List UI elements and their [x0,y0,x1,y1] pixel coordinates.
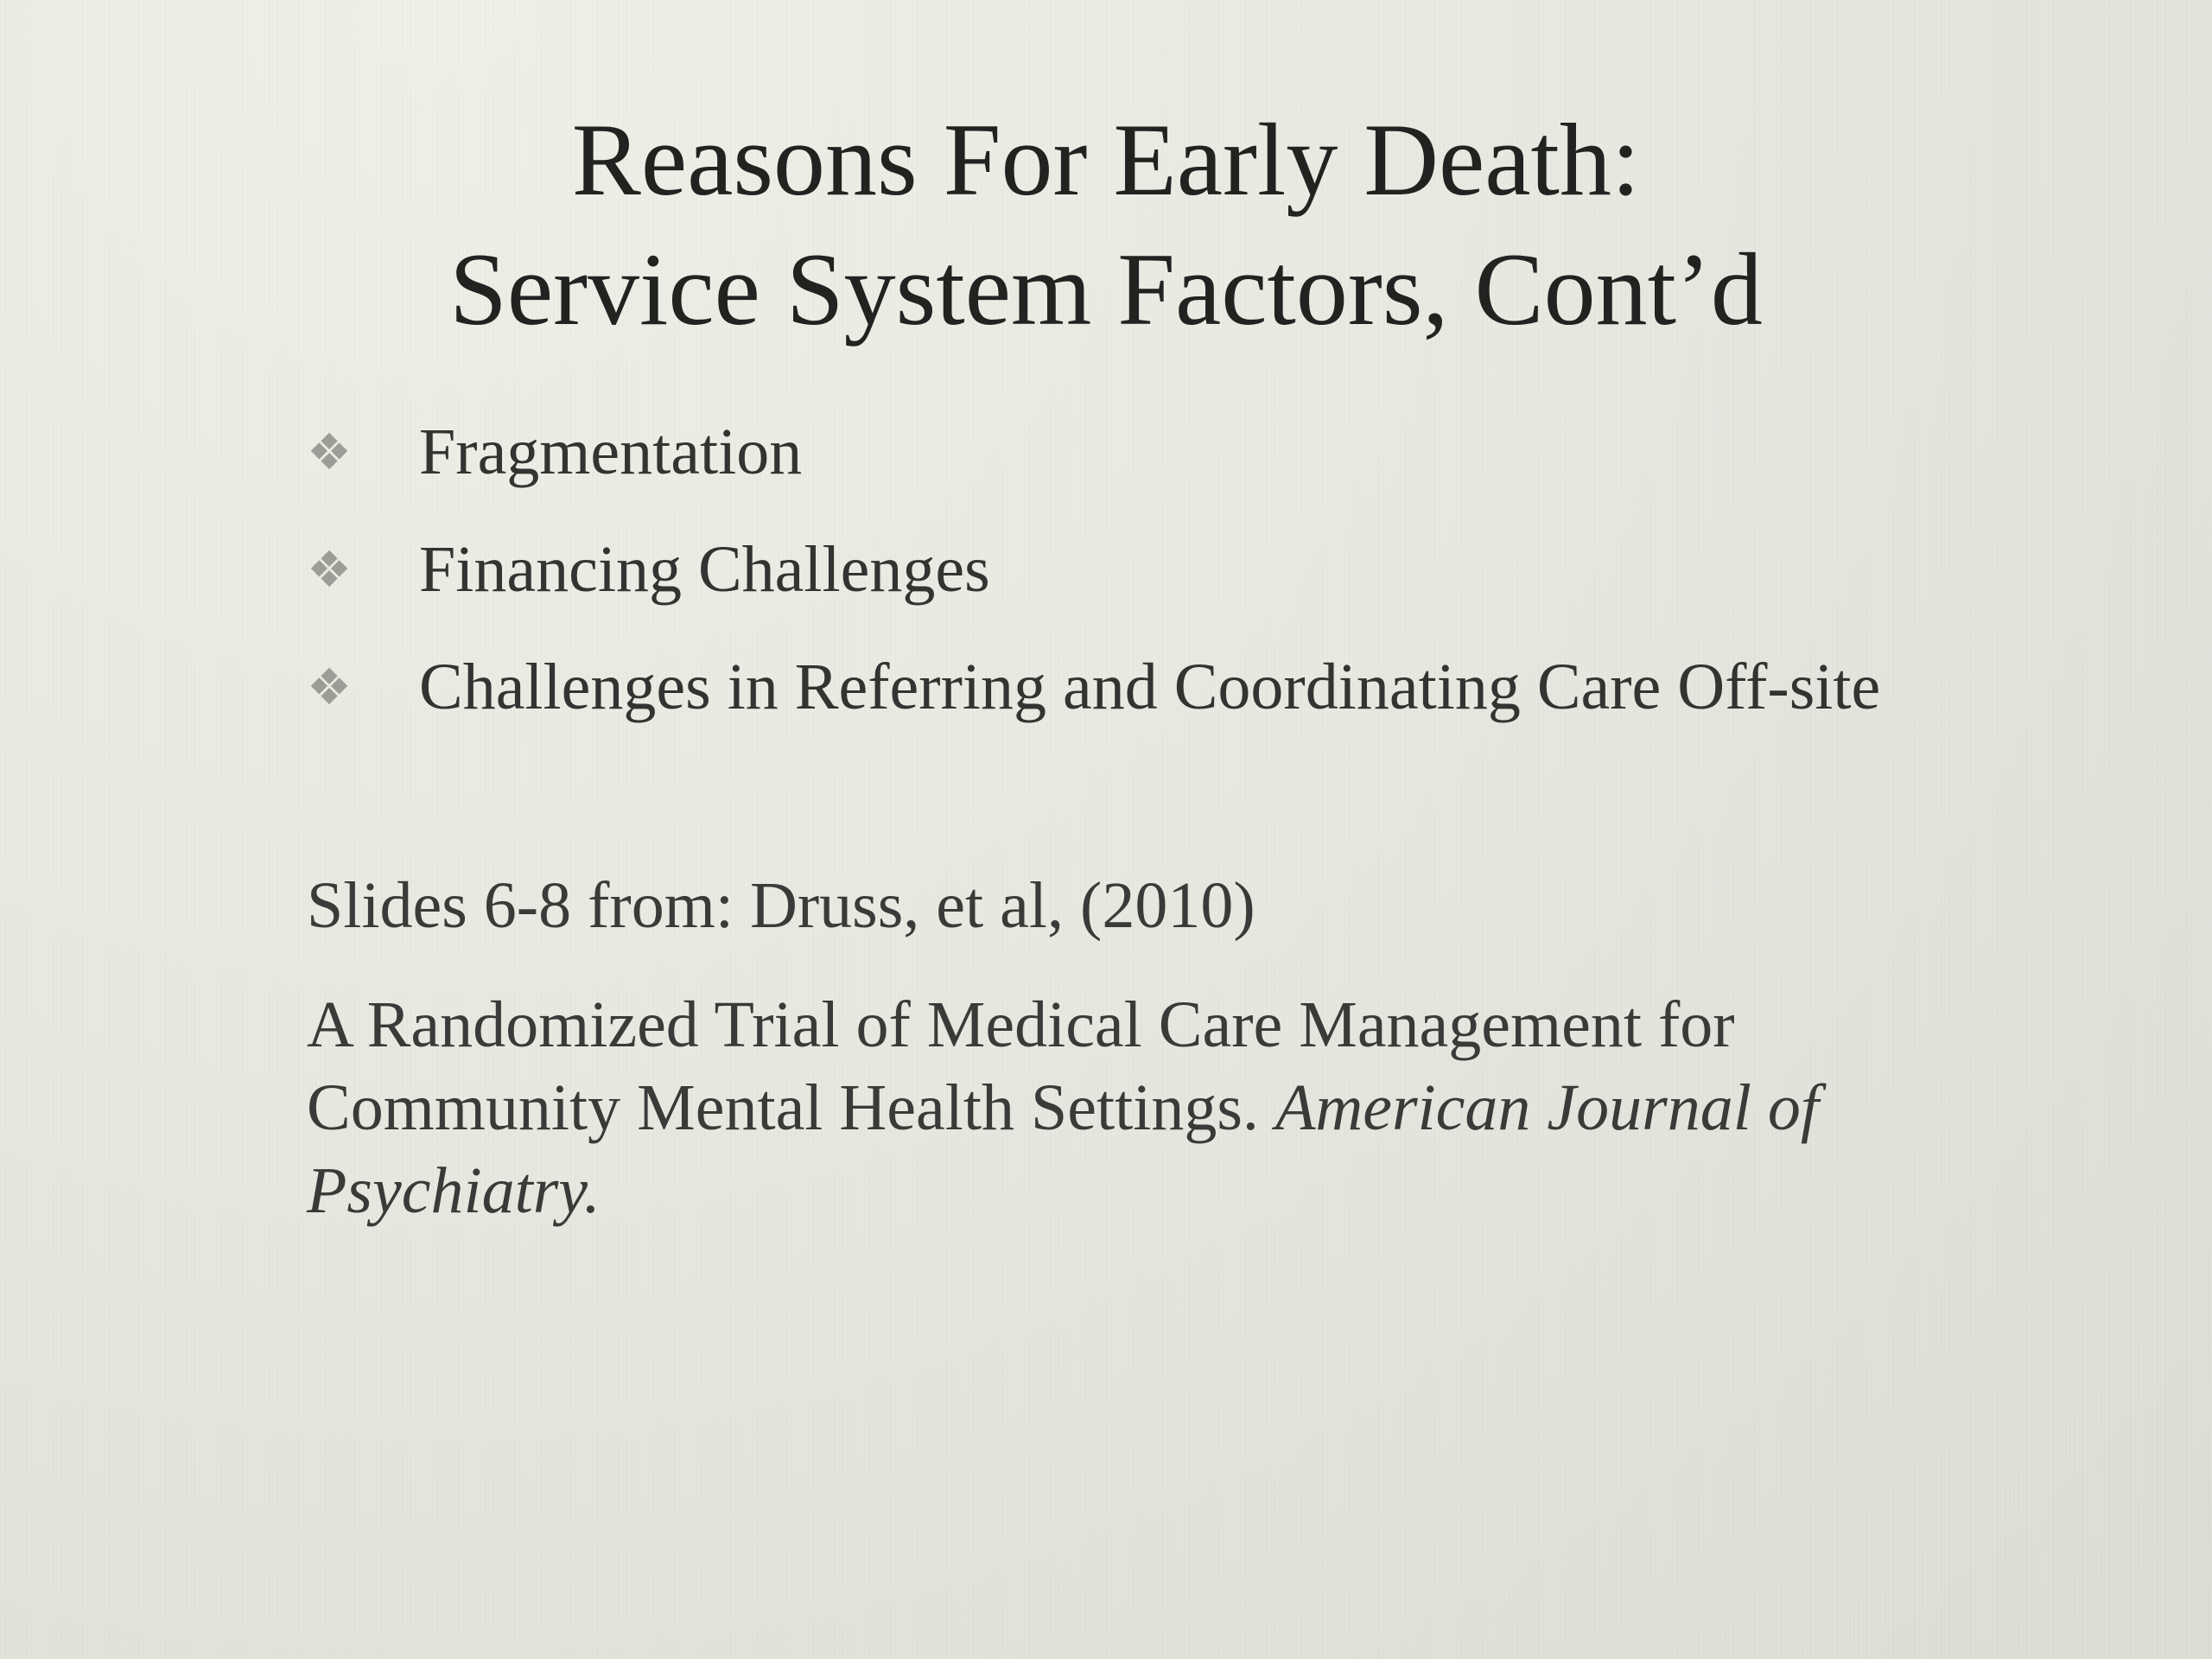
bullet-item-financing-challenges [307,511,1880,628]
four-diamond-bullet-icon: ❖ [307,540,352,599]
bullet-item-fragmentation [307,393,1880,511]
citation-source-line: Slides 6-8 from: Druss, et al, (2010) [307,869,1255,942]
four-diamond-bullet-icon: ❖ [307,658,352,716]
bullet-text-fragmentation: Fragmentation [419,415,803,488]
bullet-list [307,393,1880,746]
slide-title-line-2: Service System Factors, Cont’d [449,232,1763,346]
citation-reference [307,983,1948,1232]
four-diamond-bullet-icon: ❖ [307,423,352,481]
bullet-text-financing-challenges: Financing Challenges [419,532,990,606]
slide-title-line-1: Reasons For Early Death: [571,102,1641,217]
citation-block [307,864,1948,1268]
bullet-text-referring-coordinating-care: Challenges in Referring and Coordinating Care Off-site [419,650,1881,723]
citation-article-text: A Randomized Trial of Medical Care Management for Community Mental Health Settings. [307,988,1735,1144]
bullet-item-referring-coordinating-care [307,628,1880,746]
citation-journal-title: American Journal of Psychiatry. [307,1071,1819,1227]
slide-title [0,95,2212,354]
